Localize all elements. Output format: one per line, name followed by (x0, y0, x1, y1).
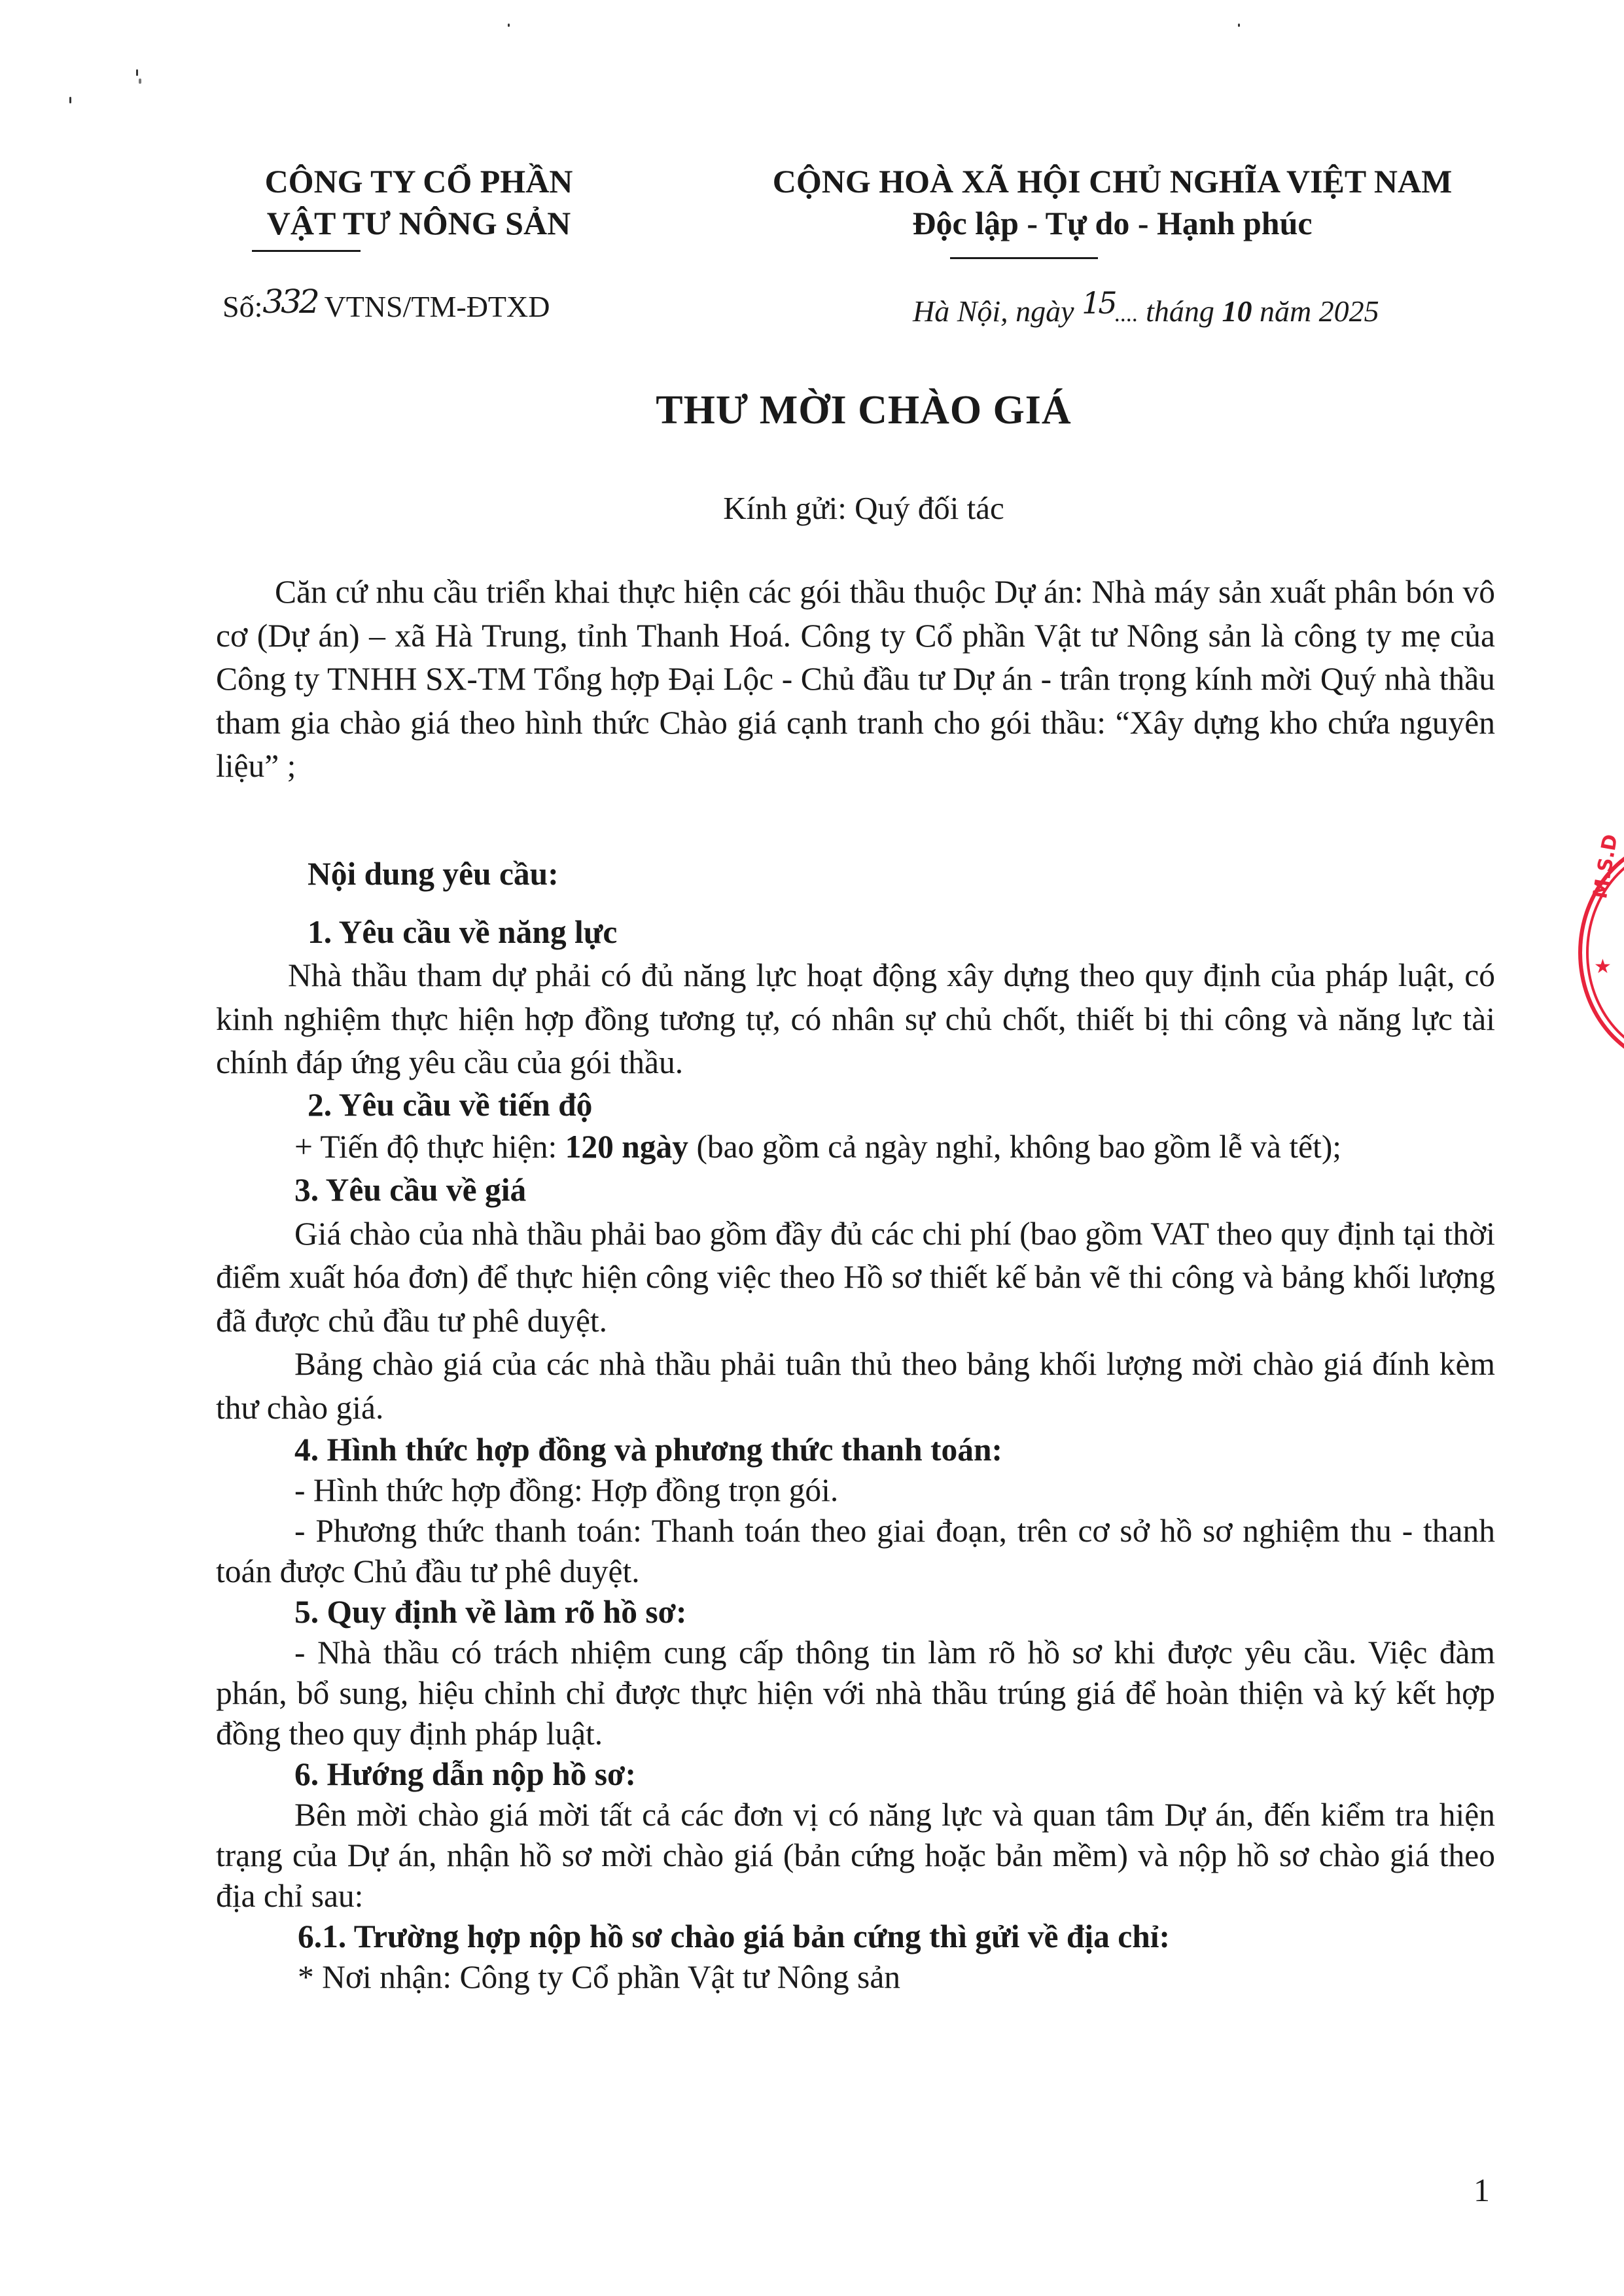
scan-speck (508, 24, 510, 27)
section-heading: 4. Hình thức hợp đồng và phương thức thanh toán: (294, 1432, 1002, 1468)
section-paragraph: Bên mời chào giá mời tất cả các đơn vị có năng lực và quan tâm Dự án, đến kiểm tra hiện trạng của Dự án, nhận hồ sơ mời chào giá (bản cứng hoặc bản mềm) và nộp hồ sơ chào giá theo địa chỉ sau: (216, 1797, 1495, 1914)
section-paragraph: - Nhà thầu có trách nhiệm cung cấp thông tin làm rõ hồ sơ khi được yêu cầu. Việc đàm phán, bổ sung, hiệu chỉnh chỉ được thực hiện với nhà thầu trúng giá để hoàn thiện và ký kết hợp đồng theo quy định pháp luật. (216, 1634, 1495, 1752)
document-date: Hà Nội, ngày 15.... tháng 10 năm 2025 (913, 285, 1379, 328)
section-heading: 5. Quy định về làm rõ hồ sơ: (294, 1594, 687, 1630)
scan-speck (136, 69, 138, 76)
requirements-block (216, 853, 1495, 1998)
stamp-star-icon: ★ (1594, 956, 1612, 978)
company-name (196, 160, 641, 244)
section-paragraph: Giá chào của nhà thầu phải bao gồm đầy đủ các chi phí (bao gồm VAT theo quy định tại thời điểm xuất hóa đơn) để thực hiện công việc theo Hồ sơ thiết kế bản vẽ thi công và bảng khối lượng đã được chủ đầu tư phê duyệt. (216, 1215, 1495, 1339)
recipient-line: * Nơi nhận: Công ty Cổ phần Vật tư Nông sản (298, 1959, 901, 1995)
document-title: THƯ MỜI CHÀO GIÁ (656, 388, 1072, 433)
intro-block (216, 571, 1495, 788)
country-name: CỘNG HOÀ XÃ HỘI CHỦ NGHĨA VIỆT NAM (772, 163, 1453, 200)
scan-speck (69, 97, 71, 103)
scan-speck (1238, 24, 1240, 27)
section-paragraph: - Hình thức hợp đồng: Hợp đồng trọn gói. (294, 1472, 839, 1508)
motto: Độc lập - Tự do - Hạnh phúc (912, 205, 1313, 241)
handwritten-number: 332 (262, 283, 317, 321)
schedule-duration: 120 ngày (565, 1128, 689, 1165)
subsection-heading: 6.1. Trường hợp nộp hồ sơ chào giá bản cứng thì gửi về địa chỉ: (298, 1918, 1171, 1954)
section-heading: 2. Yêu cầu về tiến độ (308, 1086, 593, 1123)
section-paragraph: Nhà thầu tham dự phải có đủ năng lực hoạt động xây dựng theo quy định của pháp luật, có kinh nghiệm thực hiện hợp đồng tương tự, có nhân sự chủ chốt, thiết bị thi công và năng lực tài chính đáp ứng yêu cầu của gói thầu. (216, 957, 1495, 1080)
requirements-heading: Nội dung yêu cầu: (308, 856, 559, 892)
section-paragraph: - Phương thức thanh toán: Thanh toán theo giai đoạn, trên cơ sở hồ sơ nghiệm thu - thanh toán được Chủ đầu tư phê duyệt. (216, 1513, 1495, 1589)
page-number: 1 (1474, 2172, 1490, 2208)
company-name-line2: VẬT TƯ NÔNG SẢN (266, 205, 571, 241)
national-motto (720, 160, 1505, 244)
company-name-line1: CÔNG TY CỔ PHẦN (264, 163, 573, 200)
scan-speck (139, 79, 141, 84)
intro-paragraph: Căn cứ nhu cầu triển khai thực hiện các gói thầu thuộc Dự án: Nhà máy sản xuất phân bón vô cơ (Dự án) – xã Hà Trung, tỉnh Thanh Hoá. Công ty Cổ phần Vật tư Nông sản là công ty mẹ của Công ty TNHH SX-TM Tổng hợp Đại Lộc - Chủ đầu tư Dự án - trân trọng kính mời Quý nhà thầu tham gia chào giá theo hình thức Chào giá cạnh tranh cho gói thầu: “Xây dựng kho chứa nguyên liệu” ; (216, 574, 1495, 784)
motto-underline (950, 257, 1098, 259)
section-heading: 6. Hướng dẫn nộp hồ sơ: (294, 1756, 636, 1792)
section-heading: 1. Yêu cầu về năng lực (308, 913, 618, 950)
handwritten-day: 15 (1082, 285, 1115, 321)
schedule-line: + Tiến độ thực hiện: 120 ngày (bao gồm cả ngày nghỉ, không bao gồm lễ và tết); (294, 1128, 1342, 1165)
company-underline (252, 250, 361, 252)
greeting: Kính gửi: Quý đối tác (723, 490, 1004, 526)
section-heading: 3. Yêu cầu về giá (294, 1172, 527, 1208)
section-paragraph: Bảng chào giá của các nhà thầu phải tuân thủ theo bảng khối lượng mời chào giá đính kèm thư chào giá. (216, 1346, 1495, 1426)
document-number: Số:332 VTNS/TM-ĐTXD (222, 283, 550, 323)
stamp-text: M.S.D (1589, 832, 1623, 901)
